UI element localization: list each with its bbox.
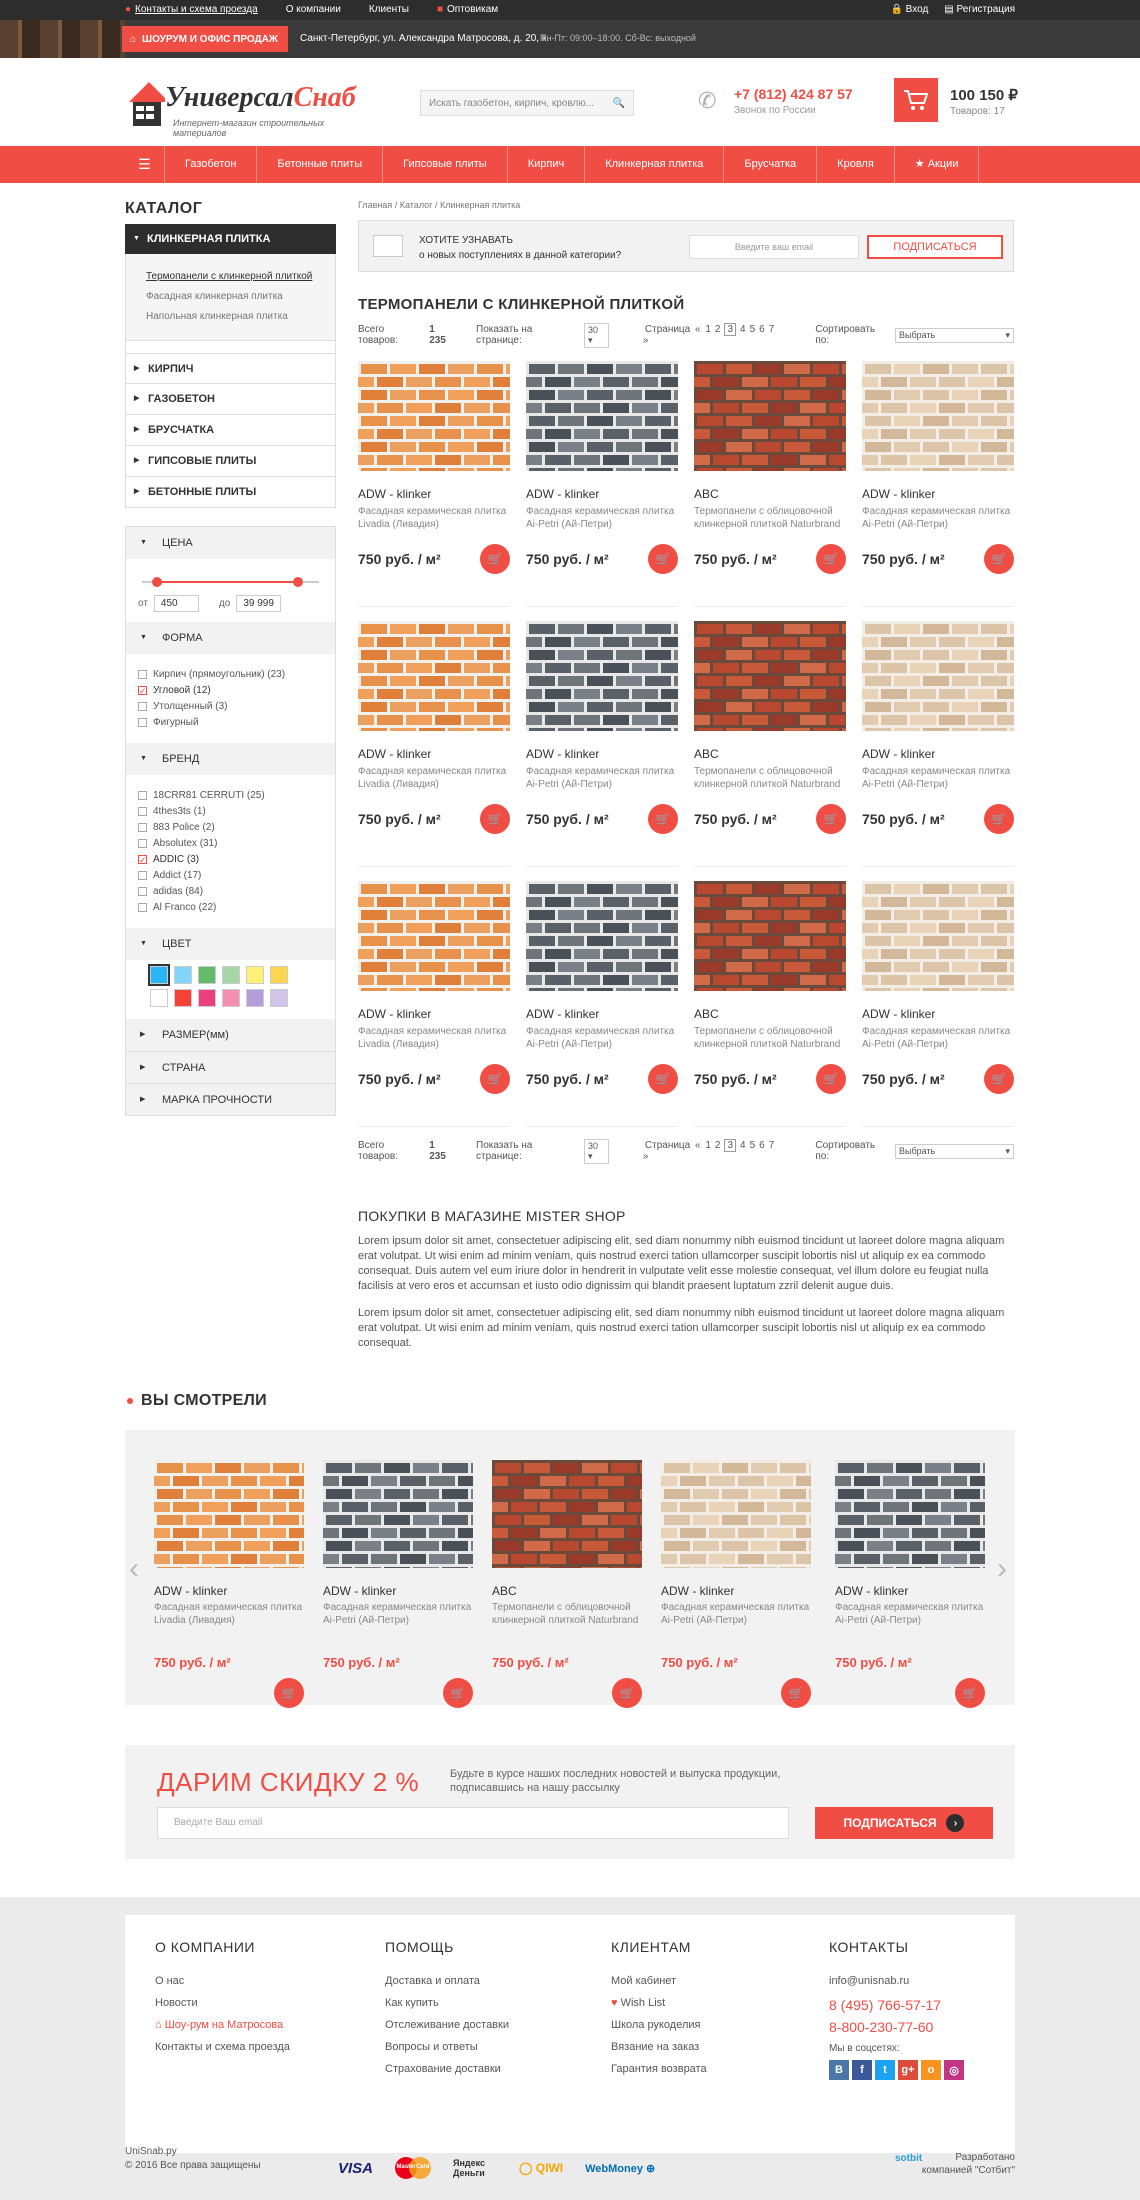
discount-subscribe-button[interactable]: ПОДПИСАТЬСЯ ›	[815, 1807, 993, 1839]
brick-image	[358, 621, 510, 731]
product-price: 750 руб. / м²	[154, 1655, 231, 1670]
add-to-cart-button[interactable]	[274, 1678, 304, 1708]
product-card[interactable]	[526, 361, 678, 607]
product-desc: Фасадная керамическая плитка Ai-Petri (Ай-Петри)	[835, 1602, 984, 1626]
filter-strength-header[interactable]: ▶ МАРКА ПРОЧНОСТИ	[126, 1083, 335, 1115]
truck-icon: ■	[436, 4, 444, 15]
showroom-photo	[0, 20, 125, 58]
footer	[0, 1897, 1140, 2200]
map-pin-icon: ●	[125, 4, 132, 15]
cart-icon: 🛒	[655, 812, 671, 826]
add-to-cart-button[interactable]	[443, 1678, 473, 1708]
search-icon[interactable]: 🔍	[612, 97, 625, 109]
contacts-link[interactable]: ● Контакты и схема проезда	[125, 4, 258, 15]
arrow-right-icon: ›	[946, 1814, 964, 1832]
phone-block	[698, 86, 853, 116]
footer-copyright: UniSnab.py © 2016 Все права защищены	[125, 2146, 261, 2171]
cart-icon: 🛒	[823, 1072, 839, 1086]
main-nav	[0, 146, 1140, 183]
product-name[interactable]: ABC	[694, 1007, 719, 1021]
product-name[interactable]: ADW - klinker	[358, 747, 432, 761]
developer-credit: Разработано компанией "Сотбит"	[921, 2152, 1015, 2176]
product-price: 750 руб. / м²	[862, 1071, 945, 1087]
footer-link[interactable]: ⌂ Шоу-рум на Матросова	[155, 2019, 284, 2031]
add-to-cart-button[interactable]	[648, 804, 678, 834]
product-card[interactable]	[358, 881, 510, 1127]
footer-link[interactable]: Гарантия возврата	[611, 2063, 707, 2075]
product-price: 750 руб. / м²	[323, 1655, 400, 1670]
category-item[interactable]: ▶ БРУСЧАТКА	[125, 415, 336, 446]
brand-checkbox[interactable]: Al Franco (22)	[138, 902, 323, 913]
category-item[interactable]: ▶ КИРПИЧ	[125, 353, 336, 384]
product-desc: Термопанели с облицовочной клинкерной плиткой Naturbrand	[694, 766, 841, 790]
brand-checkbox[interactable]: adidas (84)	[138, 886, 323, 897]
footer-link[interactable]: Новости	[155, 1997, 198, 2009]
phone-number[interactable]: +7 (812) 424 87 57	[734, 86, 853, 102]
nav-sales[interactable]: ★ Акции	[895, 146, 980, 183]
filter-country-header[interactable]: ▶ СТРАНА	[126, 1051, 335, 1083]
price-slider[interactable]	[142, 575, 319, 589]
discount-title: ДАРИМ СКИДКУ 2 %	[157, 1767, 420, 1797]
filter-brand-body	[126, 775, 335, 928]
heart-icon: ♥	[611, 1997, 618, 2009]
footer-help: ПОМОЩЬ Доставка и оплата Как купить Отслеживание доставки Вопросы и ответы Страхование доставки	[385, 1939, 509, 2075]
showroom-hours: Пн-Пт: 09:00–18:00. Сб-Вс: выходной	[540, 33, 696, 43]
star-icon: ★	[914, 158, 925, 170]
viewed-card[interactable]	[835, 1460, 985, 1700]
header	[0, 58, 1140, 146]
cart-count: Товаров: 17	[950, 106, 1005, 117]
envelope-icon	[373, 235, 403, 257]
brick-image	[526, 361, 678, 471]
footer-email[interactable]: info@unisnab.ru	[829, 1975, 910, 1987]
product-name[interactable]: ABC	[492, 1584, 517, 1598]
subscribe-button[interactable]: ПОДПИСАТЬСЯ	[867, 235, 1003, 259]
brick-image	[835, 1460, 985, 1568]
footer-link[interactable]: Доставка и оплата	[385, 1975, 480, 1987]
color-swatch[interactable]	[270, 966, 288, 984]
product-name[interactable]: ADW - klinker	[862, 747, 936, 761]
brick-image	[694, 881, 846, 991]
product-desc: Фасадная керамическая плитка Ai-Petri (Ай-Петри)	[862, 766, 1011, 790]
showroom-address: Санкт-Петербург, ул. Александра Матросова, д. 20, к.	[300, 33, 550, 44]
nav-gypsum-plates[interactable]: Гипсовые плиты	[383, 146, 508, 183]
seo-title: ПОКУПКИ В МАГАЗИНЕ MISTER SHOP	[358, 1208, 626, 1224]
add-to-cart-button[interactable]	[984, 804, 1014, 834]
product-desc: Фасадная керамическая плитка Ai-Petri (Ай-Петри)	[862, 1026, 1011, 1050]
per-page-select[interactable]: 30 ▾	[584, 1139, 609, 1164]
company-link[interactable]: О компании	[285, 4, 341, 15]
add-to-cart-button[interactable]	[480, 1064, 510, 1094]
brand-checkbox[interactable]: 18CRR81 CERRUTI (25)	[138, 790, 323, 801]
color-swatch[interactable]	[174, 966, 192, 984]
product-price: 750 руб. / м²	[694, 551, 777, 567]
seo-paragraph: Lorem ipsum dolor sit amet, consectetuer adipiscing elit, sed diam nonummy nibh euismod tincidunt ut laoreet dolore magna aliquam erat volutpat. Ut wisi enim ad minim veniam, quis nostrud exerci tation ullamcorper suscipit lobortis nisl ut aliquip ex ea commodo consequat.	[358, 1307, 1005, 1349]
product-toolbar-top: Всего товаров: 1 235 Показать на странице: 30 ▾ Страница « 1 2 3 4 5 6 7 » Сортировать по: Выбрать ▾	[358, 327, 1014, 343]
category-subscribe: ХОТИТЕ УЗНАВАТЬ о новых поступлениях в данной категории? Введите ваш email ПОДПИСАТЬСЯ	[358, 220, 1014, 272]
subcategory-list	[125, 254, 336, 341]
product-name[interactable]: ADW - klinker	[862, 487, 936, 501]
product-desc: Фасадная керамическая плитка Ai-Petri (Ай-Петри)	[526, 766, 675, 790]
vk-icon[interactable]: B	[829, 2060, 849, 2080]
add-to-cart-button[interactable]	[984, 1064, 1014, 1094]
wholesale-link[interactable]: ■ Оптовикам	[436, 4, 499, 15]
brick-image	[492, 1460, 642, 1568]
slider-handle-max[interactable]	[293, 577, 303, 587]
product-price: 750 руб. / м²	[526, 551, 609, 567]
product-desc: Термопанели с облицовочной клинкерной плиткой Naturbrand	[694, 1026, 841, 1050]
brick-image	[323, 1460, 473, 1568]
product-price: 750 руб. / м²	[835, 1655, 912, 1670]
product-price: 750 руб. / м²	[526, 811, 609, 827]
product-desc: Фасадная керамическая плитка Ai-Petri (Ай-Петри)	[526, 506, 675, 530]
shape-checkbox[interactable]: ✓ Угловой (12)	[139, 685, 211, 696]
brick-image	[694, 621, 846, 731]
cart-icon: 🛒	[823, 552, 839, 566]
visa-logo: VISA	[338, 2159, 374, 2177]
product-card[interactable]	[694, 361, 846, 607]
footer-link[interactable]: Как купить	[385, 1997, 439, 2009]
discount-subscribe	[125, 1745, 1015, 1859]
nav-roofing[interactable]: Кровля	[817, 146, 895, 183]
facebook-icon[interactable]: f	[852, 2060, 872, 2080]
color-swatch[interactable]	[270, 989, 288, 1007]
footer-link[interactable]: Вязание на заказ	[611, 2041, 700, 2053]
add-to-cart-button[interactable]	[648, 544, 678, 574]
add-to-cart-button[interactable]	[816, 804, 846, 834]
product-card[interactable]	[862, 361, 1014, 607]
discount-email-input[interactable]: Введите Ваш email	[157, 1807, 789, 1839]
register-link[interactable]: ▤ Регистрация	[944, 4, 1015, 15]
cart-icon: 🛒	[991, 1072, 1007, 1086]
product-name[interactable]: ADW - klinker	[835, 1584, 909, 1598]
catalog-active-category[interactable]: ▼ КЛИНКЕРНАЯ ПЛИТКА	[125, 224, 336, 254]
filter-price-body: от 450 до 39 999	[126, 559, 335, 622]
color-swatch[interactable]	[198, 989, 216, 1007]
viewed-card[interactable]	[154, 1460, 304, 1700]
footer-link[interactable]: Страхование доставки	[385, 2063, 501, 2075]
main-content	[358, 200, 1014, 1162]
footer-company: О КОМПАНИИ О нас Новости ⌂ Шоу-рум на Матросова Контакты и схема проезда	[155, 1939, 290, 2053]
product-name[interactable]: ADW - klinker	[323, 1584, 397, 1598]
footer-link[interactable]: О нас	[155, 1975, 185, 1987]
price-from-input[interactable]: 450	[154, 595, 199, 612]
product-name[interactable]: ADW - klinker	[154, 1584, 228, 1598]
page-title: ТЕРМОПАНЕЛИ С КЛИНКЕРНОЙ ПЛИТКОЙ	[358, 296, 685, 313]
product-card[interactable]	[694, 621, 846, 867]
product-desc: Фасадная керамическая плитка Livadia (Ливадия)	[154, 1602, 303, 1626]
brick-image	[862, 361, 1014, 471]
twitter-icon[interactable]: t	[875, 2060, 895, 2080]
cart-icon: 🛒	[962, 1686, 978, 1700]
sotbit-logo[interactable]: sotbit	[895, 2153, 923, 2164]
search-input[interactable]: Искать газобетон, кирпич, кровлю... 🔍	[420, 90, 634, 116]
sort-select[interactable]: Выбрать ▾	[895, 1144, 1014, 1159]
product-desc: Фасадная керамическая плитка Ai-Petri (Ай-Петри)	[661, 1602, 810, 1626]
brick-image	[862, 881, 1014, 991]
cart-icon	[903, 89, 929, 111]
product-toolbar-bottom: Всего товаров: 1 235 Показать на странице: 30 ▾ Страница « 1 2 3 4 5 6 7 » Сортировать по: Выбрать ▾	[358, 1143, 1014, 1159]
product-desc: Фасадная керамическая плитка Livadia (Ливадия)	[358, 766, 507, 790]
add-to-cart-button[interactable]	[480, 804, 510, 834]
add-to-cart-button[interactable]	[984, 544, 1014, 574]
product-card[interactable]	[694, 881, 846, 1127]
subcategory-item[interactable]: Термопанели с клинкерной плиткой	[146, 271, 313, 282]
viewed-card[interactable]	[492, 1460, 642, 1700]
product-price: 750 руб. / м²	[526, 1071, 609, 1087]
product-price: 750 руб. / м²	[862, 811, 945, 827]
nav-paving[interactable]: Брусчатка	[724, 146, 817, 183]
product-price: 750 руб. / м²	[358, 1071, 441, 1087]
viewed-card[interactable]	[661, 1460, 811, 1700]
product-desc: Фасадная керамическая плитка Ai-Petri (Ай-Петри)	[526, 1026, 675, 1050]
footer-contacts: КОНТАКТЫ info@unisnab.ru 8 (495) 766-57-17 8-800-230-77-60 Мы в соцсетях: B f t g+ o ◎	[829, 1939, 964, 2080]
home-icon: ⌂	[130, 33, 137, 45]
product-card[interactable]	[526, 621, 678, 867]
logo-subtitle: Интернет-магазин строительных материалов	[173, 118, 325, 138]
add-to-cart-button[interactable]	[781, 1678, 811, 1708]
add-to-cart-button[interactable]	[612, 1678, 642, 1708]
add-to-cart-button[interactable]	[816, 1064, 846, 1094]
sort-select[interactable]: Выбрать ▾	[895, 328, 1014, 343]
add-to-cart-button[interactable]	[648, 1064, 678, 1094]
filter-color-header[interactable]: ▼ ЦВЕТ	[126, 928, 335, 960]
footer-phone[interactable]: 8-800-230-77-60	[829, 2019, 934, 2035]
subcategory-item[interactable]: Фасадная клинкерная плитка	[146, 291, 283, 302]
instagram-icon[interactable]: ◎	[944, 2060, 964, 2080]
product-card[interactable]	[358, 621, 510, 867]
viewed-title: ВЫ СМОТРЕЛИ	[125, 1392, 267, 1410]
carousel-next-arrow[interactable]: ›	[997, 1552, 1007, 1585]
nav-concrete-plates[interactable]: Бетонные плиты	[257, 146, 383, 183]
footer-link[interactable]: Отслеживание доставки	[385, 2019, 509, 2031]
showroom-bar	[0, 20, 1140, 58]
viewed-carousel	[125, 1430, 1015, 1705]
carousel-prev-arrow[interactable]: ‹	[129, 1552, 139, 1585]
seo-paragraph: Lorem ipsum dolor sit amet, consectetuer adipiscing elit, sed diam nonummy nibh euismod tincidunt ut laoreet dolore magna aliquam erat volutpat. Ut wisi enim ad minim veniam, quis nostrud exerci tation ullamcorper suscipit lobortis nisl ut aliquip ex ea commodo consequat. Duis autem vel eum iriure dolor in hendrerit in vulputate velit esse molestie consequat, vel illum dolore eu feugiat nulla facilisis at vero eros et accumsan et iusto odio dignissim qui blandit praesent luptatum zzril delenit augue duis.	[358, 1235, 1005, 1292]
seo-text	[358, 1208, 1014, 1363]
product-desc: Фасадная керамическая плитка Livadia (Ливадия)	[358, 506, 507, 530]
cart-icon: 🛒	[991, 552, 1007, 566]
subcategory-item[interactable]: Напольная клинкерная плитка	[146, 311, 288, 322]
brick-image	[358, 361, 510, 471]
subscribe-email-input[interactable]: Введите ваш email	[689, 235, 859, 259]
price-to-input[interactable]: 39 999	[236, 595, 281, 612]
cart-sum: 100 150 ₽	[950, 87, 1018, 104]
product-desc: Фасадная керамическая плитка Livadia (Ливадия)	[358, 1026, 507, 1050]
product-grid	[358, 361, 1014, 1127]
product-price: 750 руб. / м²	[492, 1655, 569, 1670]
product-price: 750 руб. / м²	[661, 1655, 738, 1670]
product-name[interactable]: ADW - klinker	[862, 1007, 936, 1021]
brand-checkbox[interactable]: Absolutex (31)	[138, 838, 323, 849]
category-item[interactable]: ▶ БЕТОННЫЕ ПЛИТЫ	[125, 477, 336, 508]
footer-link[interactable]: Школа рукоделия	[611, 2019, 701, 2031]
filter-shape-body	[126, 654, 335, 743]
color-swatch[interactable]	[222, 989, 240, 1007]
product-card[interactable]	[358, 361, 510, 607]
product-name[interactable]: ADW - klinker	[358, 1007, 432, 1021]
pagination: Страница « 1 2 3 4 5 6 7 »	[642, 324, 775, 346]
product-price: 750 руб. / м²	[694, 811, 777, 827]
nav-clinker-tile[interactable]: Клинкерная плитка	[585, 146, 724, 183]
add-to-cart-button[interactable]	[955, 1678, 985, 1708]
sidebar	[125, 200, 336, 1116]
house-logo-icon	[127, 80, 167, 128]
yandex-money-logo: Яндекс Деньги	[453, 2158, 486, 2178]
pagination: Страница « 1 2 3 4 5 6 7 »	[642, 1140, 775, 1162]
filter-shape-header[interactable]: ▼ ФОРМА	[126, 622, 335, 654]
cart-icon: 🛒	[619, 1686, 635, 1700]
nav-gazobeton[interactable]: Газобетон	[165, 146, 257, 183]
brick-image	[526, 881, 678, 991]
cart-icon: 🛒	[450, 1686, 466, 1700]
menu-icon[interactable]: ☰	[125, 146, 165, 183]
brick-image	[694, 361, 846, 471]
qiwi-logo: ◯ QIWI	[519, 2161, 564, 2175]
color-swatch[interactable]	[198, 966, 216, 984]
catalog-title: КАТАЛОГ	[125, 200, 203, 217]
product-desc: Фасадная керамическая плитка Ai-Petri (Ай-Петри)	[323, 1602, 472, 1626]
product-name[interactable]: ADW - klinker	[526, 487, 600, 501]
product-price: 750 руб. / м²	[358, 551, 441, 567]
discount-text: Будьте в курсе наших последних новостей и выпуска продукции, подписавшись на нашу рассылку	[450, 1768, 781, 1794]
color-swatches	[126, 960, 335, 1013]
shape-checkbox[interactable]: Фигурный	[138, 717, 323, 728]
cart-icon: 🛒	[487, 1072, 503, 1086]
category-item[interactable]: ▶ ГАЗОБЕТОН	[125, 384, 336, 415]
product-name[interactable]: ABC	[694, 487, 719, 501]
product-card[interactable]	[526, 881, 678, 1127]
product-desc: Фасадная керамическая плитка Ai-Petri (Ай-Петри)	[862, 506, 1011, 530]
product-desc: Термопанели с облицовочной клинкерной плиткой Naturbrand	[694, 506, 841, 530]
login-link[interactable]: 🔒 Вход	[890, 4, 929, 15]
cart-icon: 🛒	[823, 812, 839, 826]
brand-checkbox[interactable]: ✓ ADDIC (3)	[139, 854, 200, 865]
clients-link[interactable]: Клиенты	[368, 4, 409, 15]
cart-info[interactable]	[950, 86, 1018, 117]
per-page-select[interactable]: 30 ▾	[584, 323, 609, 348]
cart-icon: 🛒	[788, 1686, 804, 1700]
category-item[interactable]: ▶ ГИПСОВЫЕ ПЛИТЫ	[125, 446, 336, 477]
google-plus-icon[interactable]: g+	[898, 2060, 918, 2080]
phone-icon: ✆	[698, 88, 717, 113]
phone-sub: Звонок по России	[734, 105, 816, 116]
brick-image	[862, 621, 1014, 731]
shape-checkbox[interactable]: Кирпич (прямоугольник) (23)	[138, 669, 323, 680]
product-card[interactable]	[862, 621, 1014, 867]
odnoklassniki-icon[interactable]: o	[921, 2060, 941, 2080]
product-card[interactable]	[862, 881, 1014, 1127]
cart-button[interactable]	[894, 78, 938, 122]
brand-checkbox[interactable]: 883 Police (2)	[138, 822, 323, 833]
brick-image	[661, 1460, 811, 1568]
webmoney-logo: WebMoney ⊕	[585, 2162, 656, 2175]
cart-icon: 🛒	[655, 1072, 671, 1086]
logo-text: УниверсалСнаб	[165, 82, 356, 113]
footer-link[interactable]: Мой кабинет	[611, 1975, 677, 1987]
product-price: 750 руб. / м²	[694, 1071, 777, 1087]
filter-size-header[interactable]: ▶ РАЗМЕР(мм)	[126, 1019, 335, 1051]
footer-phone[interactable]: 8 (495) 766-57-17	[829, 1997, 942, 2013]
filter-panel	[125, 526, 336, 1116]
color-swatch[interactable]	[246, 989, 264, 1007]
color-swatch[interactable]	[246, 966, 264, 984]
cart-icon: 🛒	[281, 1686, 297, 1700]
brick-image	[358, 881, 510, 991]
product-name[interactable]: ADW - klinker	[526, 747, 600, 761]
product-name[interactable]: ADW - klinker	[358, 487, 432, 501]
product-name[interactable]: ABC	[694, 747, 719, 761]
brick-image	[154, 1460, 304, 1568]
footer-link[interactable]: Вопросы и ответы	[385, 2041, 478, 2053]
shape-checkbox[interactable]: Утолщенный (3)	[138, 701, 323, 712]
filter-price-header[interactable]: ▼ ЦЕНА	[126, 527, 335, 559]
color-swatch[interactable]	[150, 989, 168, 1007]
cart-icon: 🛒	[655, 552, 671, 566]
product-name[interactable]: ADW - klinker	[661, 1584, 735, 1598]
footer-link[interactable]: ♥ Wish List	[611, 1997, 666, 2009]
footer-link[interactable]: Контакты и схема проезда	[155, 2041, 290, 2053]
footer-clients: КЛИЕНТАМ Мой кабинет ♥ Wish List Школа рукоделия Вязание на заказ Гарантия возврата	[611, 1939, 707, 2075]
product-name[interactable]: ADW - klinker	[526, 1007, 600, 1021]
payment-logos	[338, 2157, 655, 2179]
product-price: 750 руб. / м²	[358, 811, 441, 827]
top-bar	[0, 0, 1140, 20]
breadcrumb[interactable]: Главная / Каталог / Клинкерная плитка	[358, 200, 521, 210]
brand-checkbox[interactable]: Addict (17)	[138, 870, 323, 881]
logo[interactable]	[125, 74, 356, 138]
color-swatch[interactable]	[150, 966, 168, 984]
showroom-button[interactable]: ⌂ ШОУРУМ И ОФИС ПРОДАЖ	[122, 26, 288, 52]
add-to-cart-button[interactable]	[480, 544, 510, 574]
brick-image	[526, 621, 678, 731]
color-swatch[interactable]	[222, 966, 240, 984]
cart-icon: 🛒	[487, 812, 503, 826]
nav-brick[interactable]: Кирпич	[508, 146, 586, 183]
cart-icon: 🛒	[487, 552, 503, 566]
mastercard-logo: MasterCard	[395, 2157, 431, 2179]
product-price: 750 руб. / м²	[862, 551, 945, 567]
viewed-card[interactable]	[323, 1460, 473, 1700]
slider-handle-min[interactable]	[152, 577, 162, 587]
brand-checkbox[interactable]: 4thes3ts (1)	[138, 806, 323, 817]
cart-icon: 🛒	[991, 812, 1007, 826]
color-swatch[interactable]	[174, 989, 192, 1007]
add-to-cart-button[interactable]	[816, 544, 846, 574]
product-desc: Термопанели с облицовочной клинкерной плиткой Naturbrand	[492, 1602, 639, 1626]
filter-brand-header[interactable]: ▼ БРЕНД	[126, 743, 335, 775]
